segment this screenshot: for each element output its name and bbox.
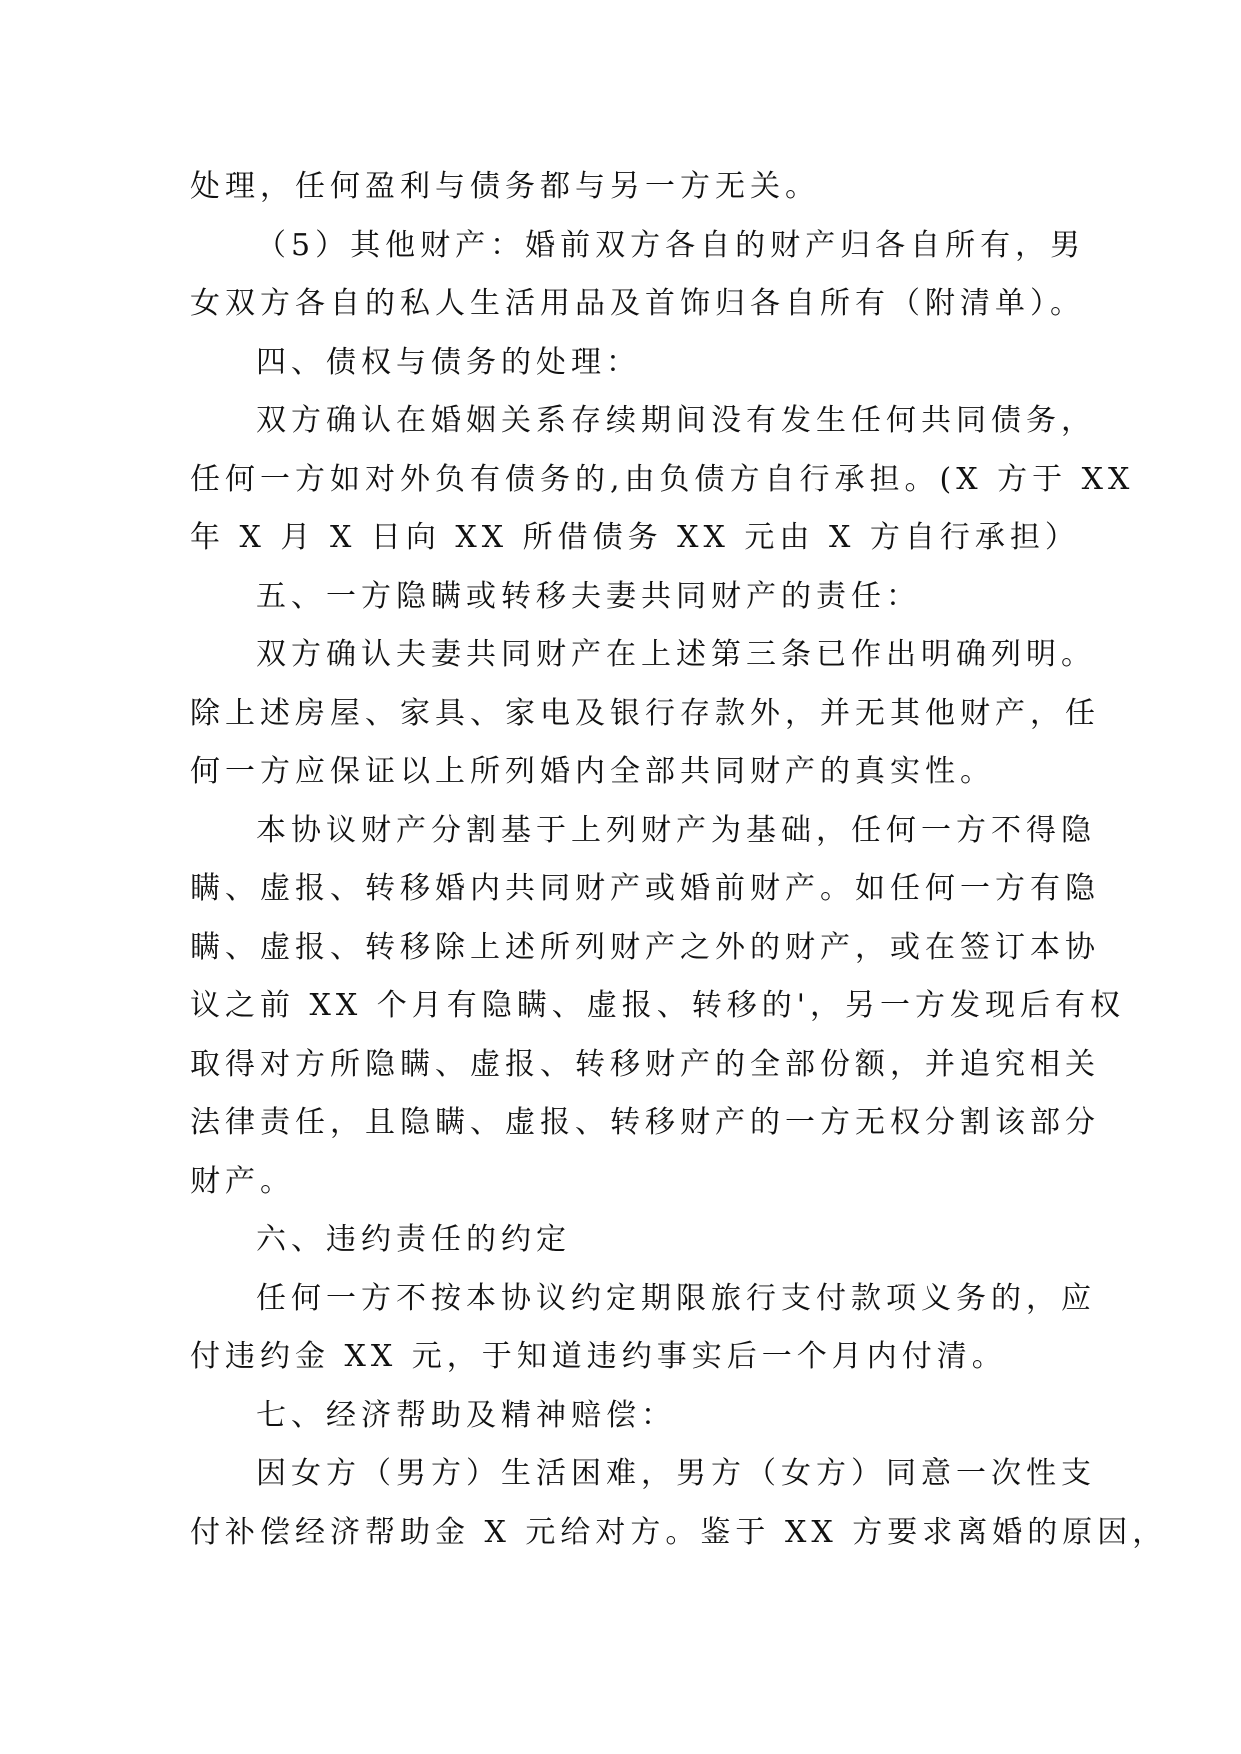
text-line: 瞒、虚报、转移婚内共同财产或婚前财产。如任何一方有隐	[190, 871, 1100, 906]
document-body	[190, 158, 1168, 1562]
text-line: 除上述房屋、家具、家电及银行存款外，并无其他财产，任	[190, 695, 1100, 731]
text-line: 本协议财产分割基于上列财产为基础，任何一方不得隐	[256, 812, 1096, 848]
text-line: 议之前 XX 个月有隐瞒、虚报、转移的'，另一方发现后有权	[190, 988, 1126, 1023]
text-line: 付补偿经济帮助金 X 元给对方。鉴于 XX 方要求离婚的原因，	[190, 1514, 1168, 1550]
text-line: （5）其他财产：婚前双方各自的财产归各自所有，男	[256, 227, 1086, 263]
text-line: 任何一方如对外负有债务的,由负债方自行承担。(X 方于 XX	[190, 461, 1135, 497]
text-line: 瞒、虚报、转移除上述所列财产之外的财产，或在签订本协	[190, 929, 1100, 965]
section-heading: 七、经济帮助及精神赔偿：	[256, 1397, 676, 1433]
text-line: 财产。	[190, 1163, 295, 1199]
text-line: 处理，任何盈利与债务都与另一方无关。	[190, 169, 820, 204]
text-line: 年 X 月 X 日向 XX 所借债务 XX 元由 X 方自行承担）	[190, 520, 1080, 555]
text-line: 因女方（男方）生活困难，男方（女方）同意一次性支	[256, 1456, 1096, 1491]
text-line: 法律责任，且隐瞒、虚报、转移财产的一方无权分割该部分	[190, 1105, 1100, 1140]
text-line: 取得对方所隐瞒、虚报、转移财产的全部份额，并追究相关	[190, 1046, 1100, 1082]
text-line: 双方确认在婚姻关系存续期间没有发生任何共同债务，	[256, 403, 1096, 438]
section-heading: 五、一方隐瞒或转移夫妻共同财产的责任：	[256, 578, 921, 614]
section-heading: 四、债权与债务的处理：	[256, 344, 641, 380]
text-line: 付违约金 XX 元，于知道违约事实后一个月内付清。	[190, 1339, 1007, 1374]
section-heading: 六、违约责任的约定	[256, 1222, 571, 1257]
text-line: 双方确认夫妻共同财产在上述第三条已作出明确列明。	[256, 637, 1096, 672]
text-line: 女双方各自的私人生活用品及首饰归各自所有（附清单）。	[190, 286, 1085, 321]
text-line: 任何一方不按本协议约定期限旅行支付款项义务的，应	[256, 1280, 1096, 1316]
text-line: 何一方应保证以上所列婚内全部共同财产的真实性。	[190, 754, 995, 789]
